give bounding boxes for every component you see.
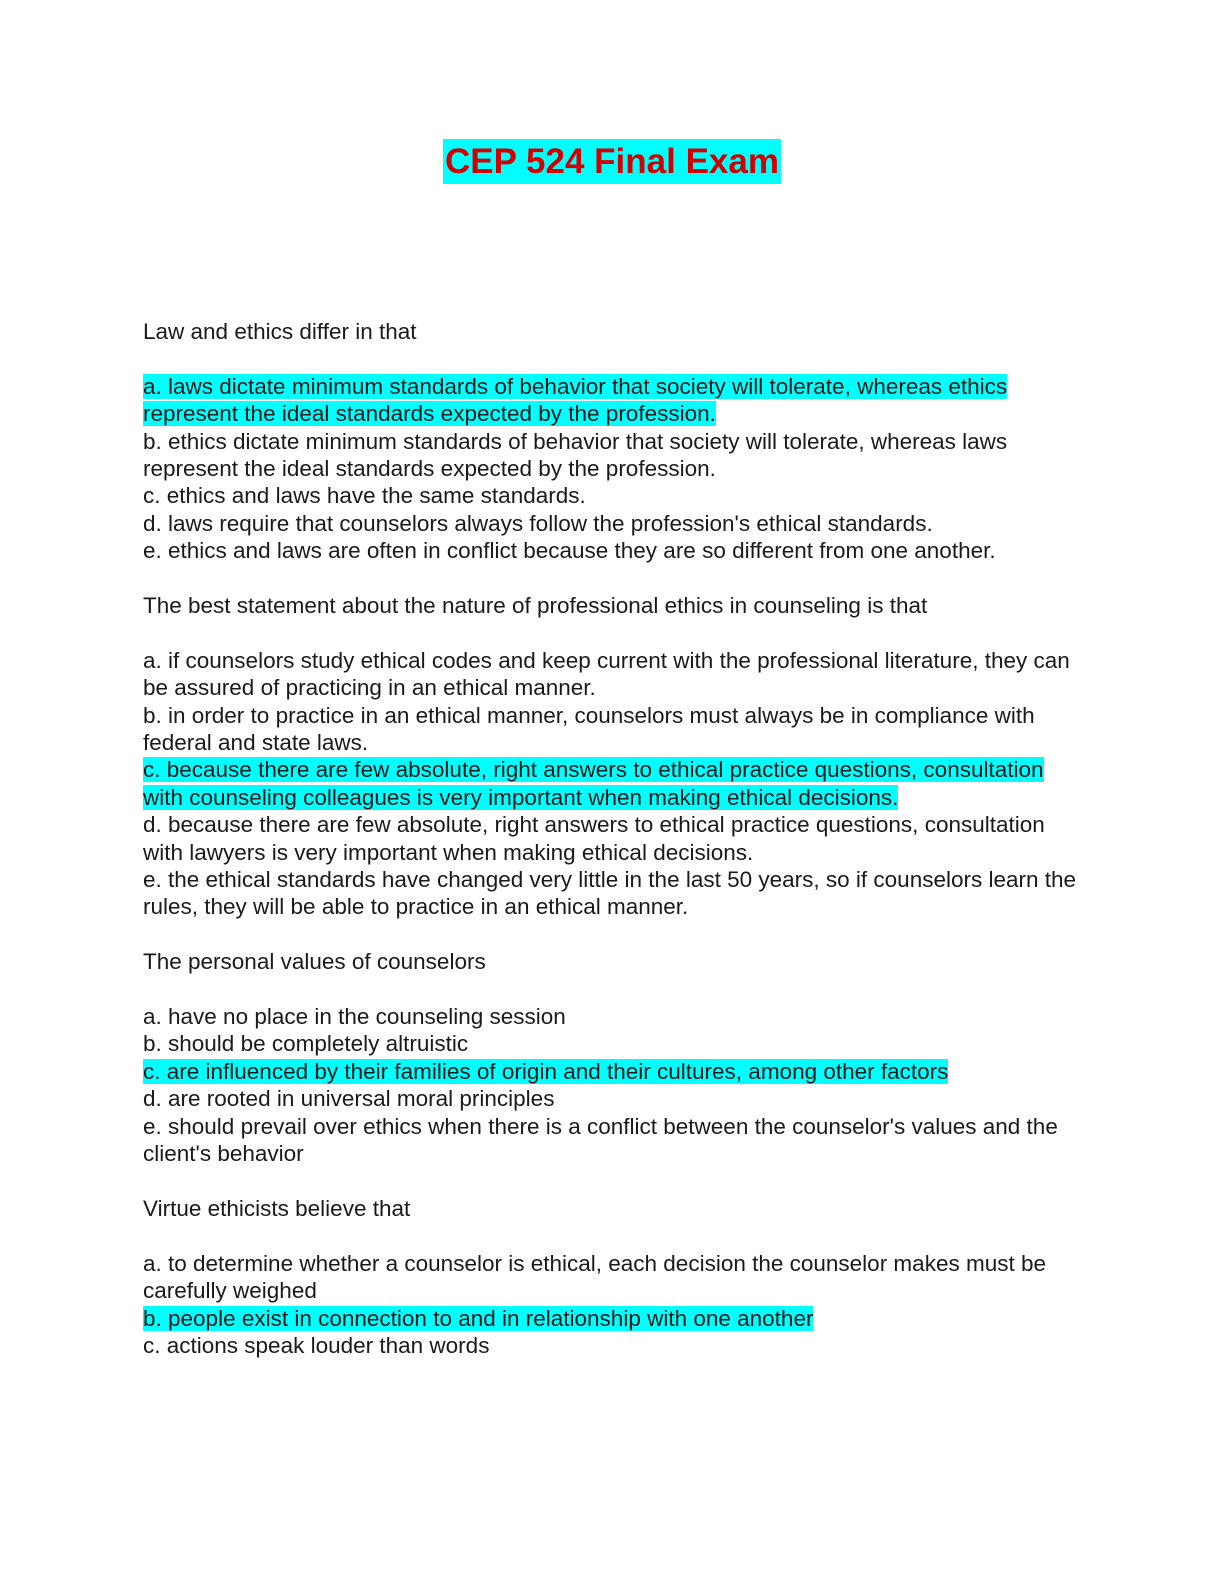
spacer [143, 1222, 1083, 1249]
answer-option-text: c. actions speak louder than words [143, 1332, 490, 1358]
answer-option [143, 1030, 1083, 1057]
answer-option-text: a. have no place in the counseling session [143, 1004, 566, 1030]
question-text: The best statement about the nature of professional ethics in counseling is that [143, 593, 928, 619]
answer-option [143, 482, 1083, 509]
question-text: Virtue ethicists believe that [143, 1195, 411, 1221]
exam-content [143, 318, 1083, 1359]
answer-option [143, 756, 1083, 811]
correct-answer-text: a. laws dictate minimum standards of behavior that society will tolerate, whereas ethics represent the ideal standards expected by the profession. [143, 373, 1008, 427]
correct-answer-text: b. people exist in connection to and in relationship with one another [143, 1305, 814, 1331]
answer-option [143, 1085, 1083, 1112]
answer-option-text: c. ethics and laws have the same standards. [143, 483, 586, 509]
answer-option [143, 1250, 1083, 1305]
answer-option-text: e. should prevail over ethics when there is a conflict between the counselor's values and the client's behavior [143, 1113, 1058, 1167]
answer-option [143, 866, 1083, 921]
answer-option-text: d. because there are few absolute, right answers to ethical practice questions, consultation with lawyers is very important when making ethical decisions. [143, 812, 1045, 865]
correct-answer-text: c. because there are few absolute, right answers to ethical practice questions, consultation with counseling colleagues is very important when making ethical decisions. [143, 757, 1044, 810]
question-text: Law and ethics differ in that [143, 319, 417, 344]
answer-option-text: b. in order to practice in an ethical manner, counselors must always be in compliance with federal and state laws. [143, 702, 1035, 756]
spacer [143, 1168, 1083, 1195]
document-title: CEP 524 Final Exam [443, 139, 781, 184]
spacer [143, 345, 1083, 372]
question-block [143, 318, 1083, 565]
answer-option [143, 373, 1083, 428]
answer-option [143, 1058, 1083, 1085]
correct-answer-text: c. are influenced by their families of origin and their cultures, among other factors [143, 1058, 949, 1084]
answer-option [143, 1305, 1083, 1332]
answer-option [143, 1332, 1083, 1359]
spacer [143, 619, 1083, 646]
spacer [143, 976, 1083, 1003]
spacer [143, 921, 1083, 948]
answer-option-text: e. the ethical standards have changed very little in the last 50 years, so if counselors learn the rules, they will be able to practice in an ethical manner. [143, 867, 1077, 920]
answer-option [143, 428, 1083, 483]
spacer [143, 565, 1083, 592]
question-text: The personal values of counselors [143, 949, 486, 975]
answer-option [143, 537, 1083, 564]
answer-option-text: b. ethics dictate minimum standards of behavior that society will tolerate, whereas laws represent the ideal standards expected by the profession. [143, 428, 1008, 482]
answer-option [143, 1113, 1083, 1168]
answer-option-text: d. laws require that counselors always follow the profession's ethical standards. [143, 510, 933, 536]
question-block [143, 592, 1083, 921]
answer-option-text: b. should be completely altruistic [143, 1031, 469, 1057]
answer-option-text: a. to determine whether a counselor is ethical, each decision the counselor makes must be carefully weighed [143, 1250, 1046, 1304]
answer-option [143, 647, 1083, 702]
answer-option [143, 510, 1083, 537]
title-wrapper [0, 139, 1224, 184]
question-block [143, 948, 1083, 1167]
answer-option-text: d. are rooted in universal moral principles [143, 1086, 555, 1112]
answer-option [143, 1003, 1083, 1030]
question-block [143, 1195, 1083, 1359]
answer-option-text: a. if counselors study ethical codes and keep current with the professional literature, they can be assured of practicing in an ethical manner. [143, 647, 1070, 701]
answer-option-text: e. ethics and laws are often in conflict because they are so different from one another. [143, 538, 996, 564]
answer-option [143, 811, 1083, 866]
answer-option [143, 702, 1083, 757]
